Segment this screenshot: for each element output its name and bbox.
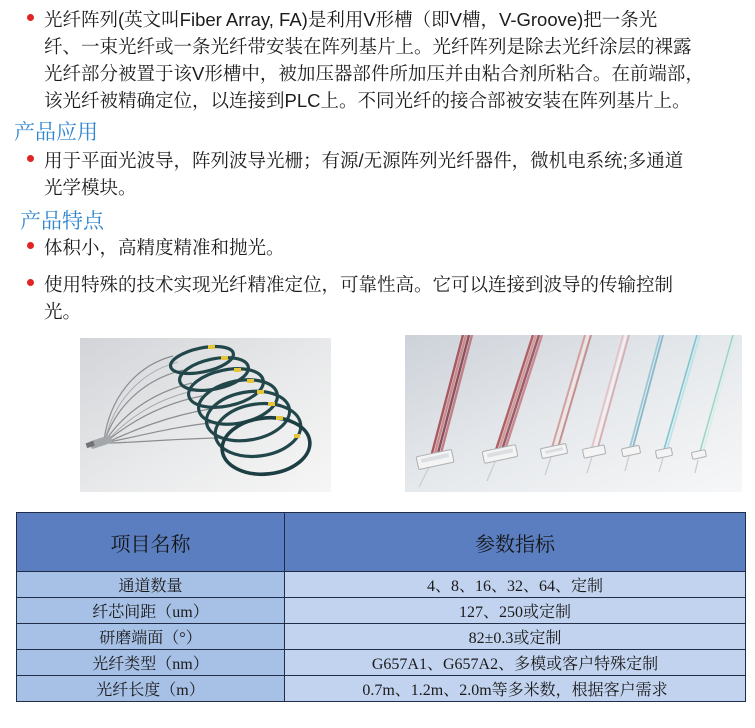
spec-value-cell: 82±0.3或定制 (285, 624, 746, 650)
feature-text-line: 光。 (44, 301, 82, 322)
feature-text-line: 使用特殊的技术实现光纤精准定位，可靠性高。它可以连接到波导的传输控制 (44, 274, 674, 295)
bullet-dot (27, 155, 34, 162)
spec-table-header-row (17, 513, 746, 572)
spec-value-cell: 0.7m、1.2m、2.0m等多米数，根据客户需求 (285, 676, 746, 702)
intro-text-line: 该光纤被精确定位，以连接到PLC上。不同光纤的接合部被安装在阵列基片上。 (44, 90, 691, 111)
application-text-line: 用于平面光波导，阵列波导光栅；有源/无源阵列光纤器件，微机电系统;多通道 (44, 150, 684, 171)
intro-text-line: 光纤阵列(英文叫Fiber Array, FA)是利用V形槽（即V槽，V-Groove)把一条光 (44, 9, 658, 30)
spec-value-cell: 127、250或定制 (285, 598, 746, 624)
spec-table-row (17, 598, 746, 624)
spec-table-row (17, 676, 746, 702)
spec-value-cell: 4、8、16、32、64、定制 (285, 572, 746, 598)
spec-table (16, 512, 746, 702)
fiber-coils-photo (80, 338, 331, 492)
spec-label-cell: 光纤长度（m） (17, 676, 285, 702)
spec-label-cell: 纤芯间距（um） (17, 598, 285, 624)
section-heading-features: 产品特点 (20, 210, 104, 233)
bullet-dot (27, 279, 34, 286)
spec-table-row (17, 624, 746, 650)
section-heading-applications: 产品应用 (14, 121, 98, 144)
intro-text-line: 光纤部分被置于该V形槽中，被加压器部件所加压并由粘合剂所粘合。在前端部， (44, 63, 704, 84)
application-text-line: 光学模块。 (44, 177, 137, 198)
feature-text-line: 体积小，高精度精准和抛光。 (44, 237, 285, 258)
spec-value-cell: G657A1、G657A2、多模或客户特殊定制 (285, 650, 746, 676)
spec-label-cell: 研磨端面（°） (17, 624, 285, 650)
spec-table-row (17, 572, 746, 598)
fiber-connectors-photo (405, 335, 742, 492)
spec-table-row (17, 650, 746, 676)
intro-bullet-item (44, 6, 704, 114)
bullet-dot (27, 14, 34, 21)
application-bullet-item (44, 147, 683, 201)
feature-bullet-item (44, 234, 285, 261)
spec-table-header-item: 项目名称 (17, 513, 285, 572)
spec-label-cell: 光纤类型（nm） (17, 650, 285, 676)
bullet-dot (27, 242, 34, 249)
feature-bullet-item (44, 271, 673, 325)
spec-table-header-value: 参数指标 (285, 513, 746, 572)
spec-label-cell: 通道数量 (17, 572, 285, 598)
intro-text-line: 纤、一束光纤或一条光纤带安装在阵列基片上。光纤阵列是除去光纤涂层的裸露 (44, 36, 692, 57)
